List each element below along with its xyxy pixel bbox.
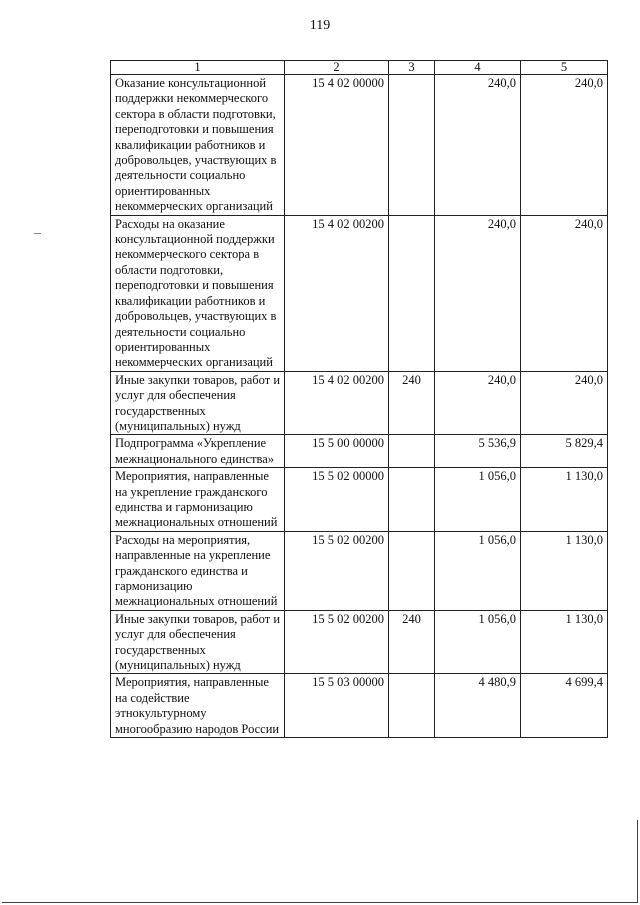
table-row — [111, 531, 608, 610]
expense-type-cell — [389, 75, 435, 216]
amount-col4-cell: 1 056,0 — [435, 531, 521, 610]
table-row — [111, 610, 608, 674]
expense-type-cell — [389, 674, 435, 738]
table-row — [111, 371, 608, 435]
amount-col4-cell: 5 536,9 — [435, 435, 521, 468]
row-name-cell: Мероприятия, направленные на содействие этнокультурному многообразию народов России — [111, 674, 285, 738]
target-code-cell: 15 4 02 00200 — [285, 371, 389, 435]
amount-col5-cell: 1 130,0 — [521, 468, 608, 532]
expense-type-cell — [389, 468, 435, 532]
table-row — [111, 435, 608, 468]
column-header: 3 — [389, 61, 435, 75]
table-row — [111, 75, 608, 216]
row-name-cell: Мероприятия, направленные на укрепление гражданского единства и гармонизацию межнациональных отношений — [111, 468, 285, 532]
amount-col4-cell: 1 056,0 — [435, 468, 521, 532]
amount-col5-cell: 240,0 — [521, 215, 608, 371]
row-name-cell: Иные закупки товаров, работ и услуг для обеспечения государственных (муниципальных) нужд — [111, 610, 285, 674]
expense-type-cell — [389, 215, 435, 371]
scan-mark — [34, 233, 41, 234]
amount-col5-cell: 1 130,0 — [521, 531, 608, 610]
header-row — [111, 61, 608, 75]
row-name-cell: Расходы на мероприятия, направленные на укрепление гражданского единства и гармонизацию межнациональных отношений — [111, 531, 285, 610]
expense-type-cell: 240 — [389, 610, 435, 674]
amount-col4-cell: 1 056,0 — [435, 610, 521, 674]
row-name-cell: Подпрограмма «Укрепление межнационального единства» — [111, 435, 285, 468]
amount-col4-cell: 240,0 — [435, 371, 521, 435]
target-code-cell: 15 5 03 00000 — [285, 674, 389, 738]
target-code-cell: 15 5 00 00000 — [285, 435, 389, 468]
amount-col4-cell: 4 480,9 — [435, 674, 521, 738]
column-header: 4 — [435, 61, 521, 75]
scan-border-bottom — [2, 902, 638, 903]
budget-table — [110, 60, 608, 738]
target-code-cell: 15 5 02 00200 — [285, 610, 389, 674]
page-number: 119 — [309, 18, 331, 33]
row-name-cell: Расходы на оказание консультационной поддержки некоммерческого сектора в области подготовки, переподготовки и повышения квалификации работников и добровольцев, участвующих в деятельности социально ориентированных некоммерческих организаций — [111, 215, 285, 371]
table-row — [111, 468, 608, 532]
amount-col5-cell: 240,0 — [521, 371, 608, 435]
amount-col4-cell: 240,0 — [435, 215, 521, 371]
target-code-cell: 15 4 02 00200 — [285, 215, 389, 371]
scan-border-right — [637, 820, 638, 903]
amount-col5-cell: 5 829,4 — [521, 435, 608, 468]
column-header: 5 — [521, 61, 608, 75]
target-code-cell: 15 5 02 00000 — [285, 468, 389, 532]
amount-col5-cell: 240,0 — [521, 75, 608, 216]
amount-col5-cell: 4 699,4 — [521, 674, 608, 738]
column-header: 2 — [285, 61, 389, 75]
table-row — [111, 674, 608, 738]
amount-col5-cell: 1 130,0 — [521, 610, 608, 674]
target-code-cell: 15 5 02 00200 — [285, 531, 389, 610]
row-name-cell: Оказание консультационной поддержки некоммерческого сектора в области подготовки, переподготовки и повышения квалификации работников и добровольцев, участвующих в деятельности социально ориентированных некоммерческих организаций — [111, 75, 285, 216]
expense-type-cell: 240 — [389, 371, 435, 435]
expense-type-cell — [389, 531, 435, 610]
row-name-cell: Иные закупки товаров, работ и услуг для обеспечения государственных (муниципальных) нужд — [111, 371, 285, 435]
column-header: 1 — [111, 61, 285, 75]
expense-type-cell — [389, 435, 435, 468]
target-code-cell: 15 4 02 00000 — [285, 75, 389, 216]
amount-col4-cell: 240,0 — [435, 75, 521, 216]
table-row — [111, 215, 608, 371]
